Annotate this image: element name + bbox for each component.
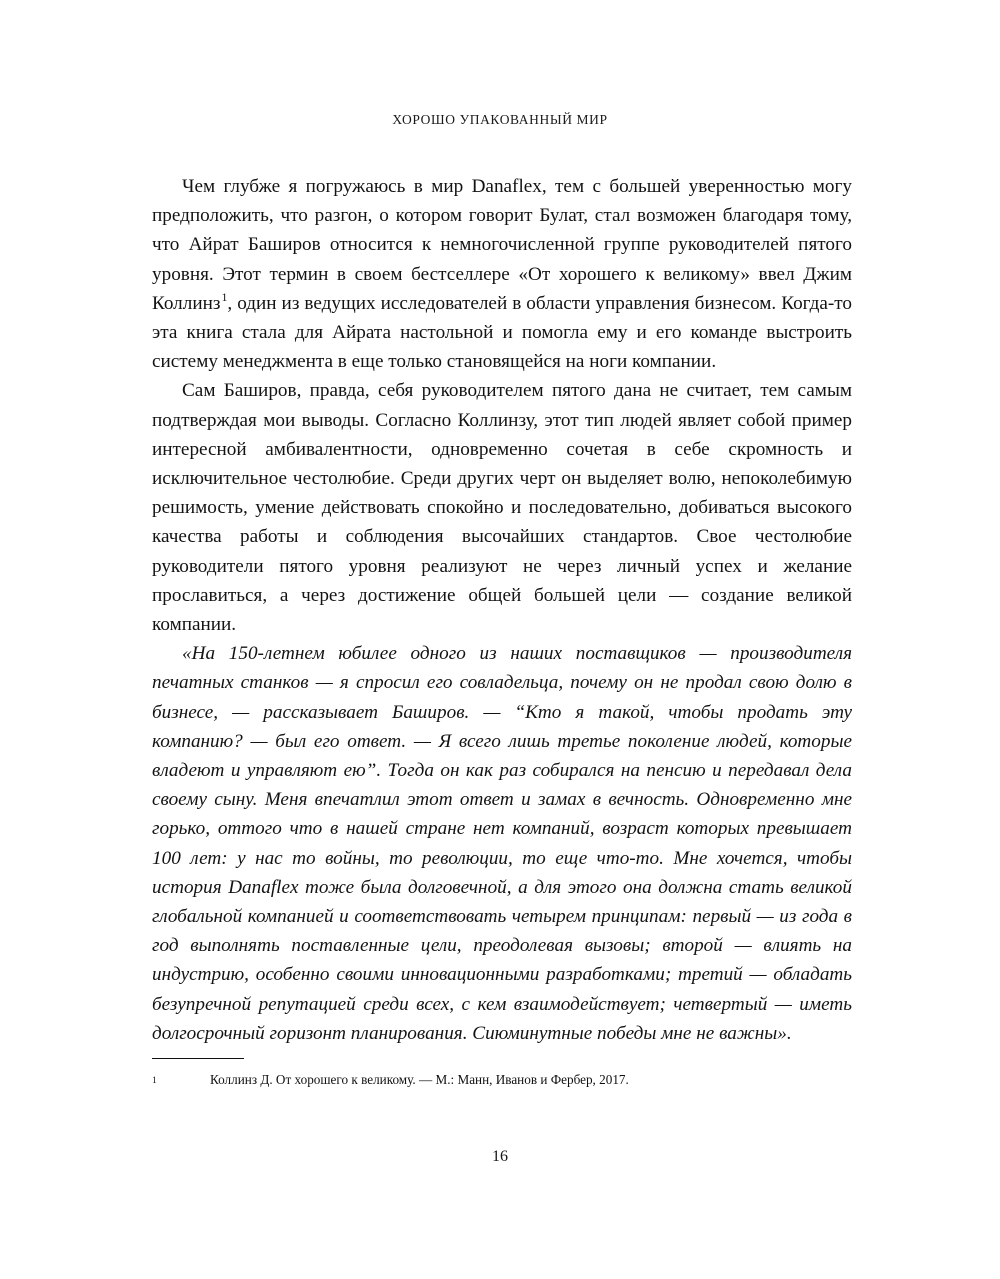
paragraph-3-quote: «На 150-летнем юбилее одного из наших поставщиков — производителя печатных станков — я спросил его совладельца, почему он не продал свою долю в бизнесе, — рассказывает Баширов. — “Кто я такой, чтобы продать эту компанию? — был его ответ. — Я всего лишь третье поколение людей, которые владеют и управляют ею”. Тогда он как раз собирался на пенсию и передавал дела своему сыну. Меня впечатлил этот ответ и замах в вечность. Одновременно мне горько, оттого что в нашей стране нет компаний, возраст которых превышает 100 лет: у нас то войны, то революции, то еще что-то. Мне хочется, чтобы история Danaflex тоже была долговечной, а для этого она должна стать великой глобальной компанией и соответствовать четырем принципам: первый — из года в год выполнять поставленные цели, преодолевая вызовы; второй — влиять на индустрию, особенно своими инновационными разработками; третий — обладать безупречной репутацией среди всех, с кем взаимодействует; четвертый — иметь долгосрочный горизонт планирования. Сиюминутные победы мне не важны». — [152, 643, 852, 1044]
paragraph-1-text: Чем глубже я погружаюсь в мир Danaflex, тем с большей уверенностью могу предположить, что разгон, о котором говорит Булат, стал возможен благодаря тому, что Айрат Баширов относится к немногочисленной группе руководителей пятого уровня. Этот термин в своем бестселлере «От хорошего к великому» ввел Джим Коллинз — [152, 176, 852, 314]
footnote-separator-rule — [152, 1058, 244, 1059]
footnote-marker: 1 — [152, 1076, 157, 1086]
body-text — [152, 172, 852, 1048]
paragraph-1-text-continued: , один из ведущих исследователей в области управления бизнесом. Когда-то эта книга стала для Айрата настольной и помогла ему и его команде выстроить систему менеджмента в еще только становящейся на ноги компании. — [152, 292, 852, 373]
footnote-reference-1[interactable]: 1 — [221, 290, 228, 305]
page-number: 16 — [492, 1148, 508, 1165]
paragraph-1 — [152, 172, 852, 376]
footnote-1 — [152, 1071, 852, 1090]
footnote-text: Коллинз Д. От хорошего к великому. — М.: Манн, Иванов и Фербер, 2017. — [210, 1072, 629, 1087]
paragraph-2: Сам Баширов, правда, себя руководителем пятого дана не считает, тем самым подтверждая мои выводы. Согласно Коллинзу, этот тип людей являет собой пример интересной амбивалентности, одновременно сочетая в себе скромность и исключительное честолюбие. Среди других черт он выделяет волю, непоколебимую решимость, умение действовать спокойно и последовательно, добиваться высокого качества работы и соблюдения высочайших стандартов. Свое честолюбие руководители пятого уровня реализуют не через личный успех и желание прославиться, а через достижение общей большей цели — создание великой компании. — [152, 380, 852, 636]
running-head: ХОРОШО УПАКОВАННЫЙ МИР — [392, 112, 608, 127]
footnote-area — [152, 1058, 852, 1090]
